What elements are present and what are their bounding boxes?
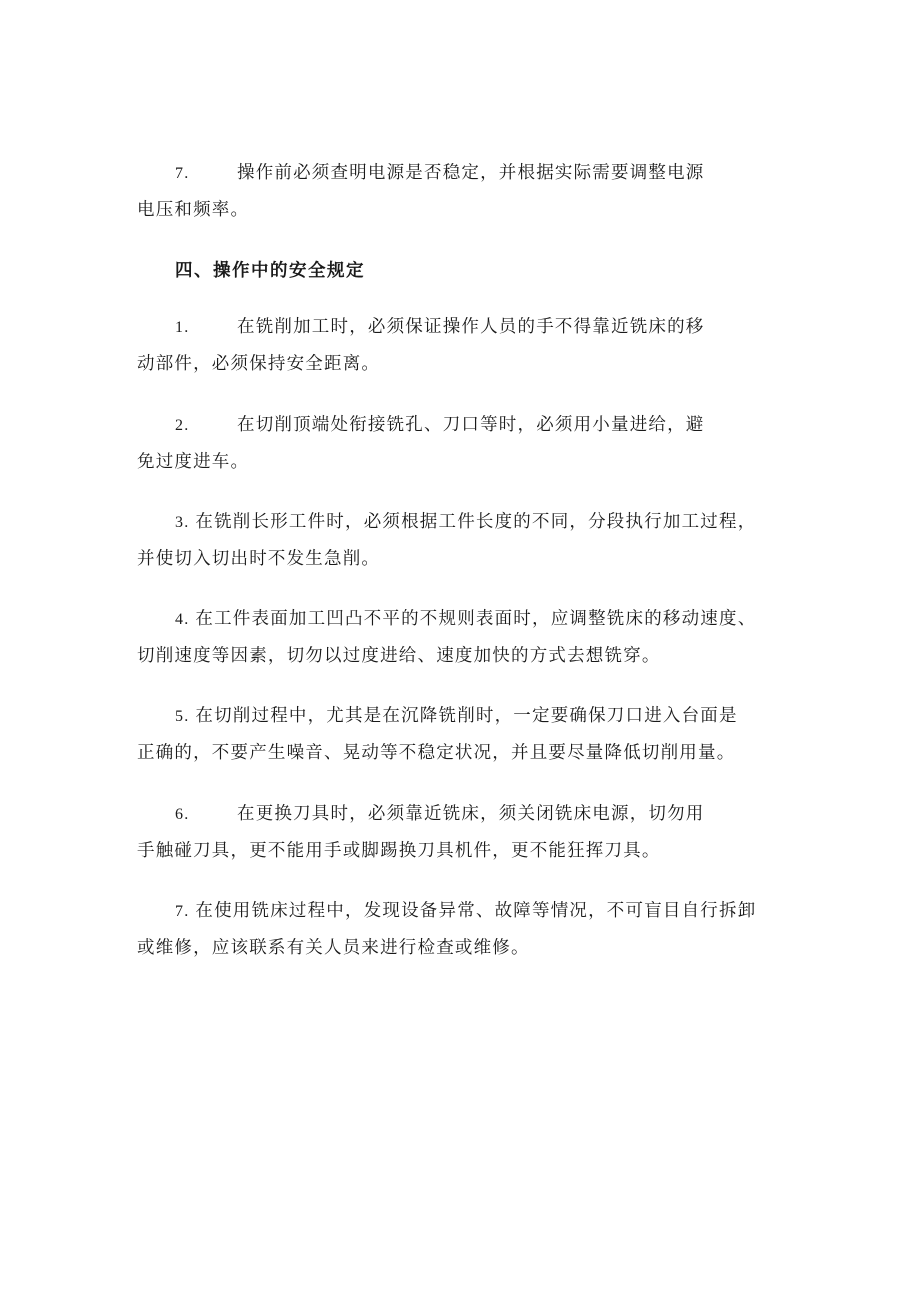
paragraph-item-7a	[137, 155, 817, 229]
item-text-line-2: 切削速度等因素，切勿以过度进给、速度加快的方式去想铣穿。	[137, 646, 661, 666]
paragraph-item-5	[137, 698, 817, 772]
item-number: 4.	[175, 611, 190, 628]
item-number: 3.	[175, 514, 190, 531]
paragraph-line	[137, 155, 817, 192]
item-text-line-2: 或维修，应该联系有关人员来进行检查或维修。	[137, 938, 530, 958]
item-text-line-2: 手触碰刀具，更不能用手或脚踢换刀具机件，更不能狂挥刀具。	[137, 841, 661, 861]
paragraph-line	[137, 796, 817, 833]
item-number: 6.	[175, 806, 190, 823]
paragraph-item-4	[137, 601, 817, 675]
item-text-line-1: 在铣削加工时，必须保证操作人员的手不得靠近铣床的移	[237, 317, 705, 337]
item-number: 7.	[175, 903, 190, 920]
item-number: 2.	[175, 417, 190, 434]
item-text-line-1: 在工件表面加工凹凸不平的不规则表面时，应调整铣床的移动速度、	[195, 609, 757, 629]
paragraph-line	[137, 698, 817, 735]
paragraph-item-1	[137, 309, 817, 383]
paragraph-line	[137, 309, 817, 346]
item-text-line-1: 在切削过程中，尤其是在沉降铣削时，一定要确保刀口进入台面是	[195, 706, 738, 726]
paragraph-item-2	[137, 407, 817, 481]
item-text-line-2: 电压和频率。	[137, 200, 250, 220]
item-text-line-1: 操作前必须查明电源是否稳定，并根据实际需要调整电源	[237, 163, 705, 183]
paragraph-item-6	[137, 796, 817, 870]
paragraph-line	[137, 504, 817, 541]
paragraph-line	[137, 893, 817, 930]
item-text-line-2: 动部件，必须保持安全距离。	[137, 354, 381, 374]
section-heading: 四、操作中的安全规定	[175, 261, 365, 281]
item-number: 7.	[175, 165, 190, 182]
item-text-line-1: 在更换刀具时，必须靠近铣床，须关闭铣床电源，切勿用	[237, 804, 705, 824]
paragraph-line	[137, 601, 817, 638]
item-text-line-1: 在切削顶端处衔接铣孔、刀口等时，必须用小量进给，避	[237, 415, 705, 435]
paragraph-item-7b	[137, 893, 817, 967]
item-text-line-2: 正确的，不要产生噪音、晃动等不稳定状况，并且要尽量降低切削用量。	[137, 743, 736, 763]
item-number: 1.	[175, 319, 190, 336]
item-text-line-1: 在使用铣床过程中，发现设备异常、故障等情况，不可盲目自行拆卸	[195, 901, 757, 921]
item-text-line-1: 在铣削长形工件时，必须根据工件长度的不同，分段执行加工过程，	[195, 512, 757, 532]
paragraph-line	[137, 407, 817, 444]
item-text-line-2: 并使切入切出时不发生急削。	[137, 549, 381, 569]
item-number: 5.	[175, 708, 190, 725]
item-text-line-2: 免过度进车。	[137, 452, 250, 472]
paragraph-item-3	[137, 504, 817, 578]
